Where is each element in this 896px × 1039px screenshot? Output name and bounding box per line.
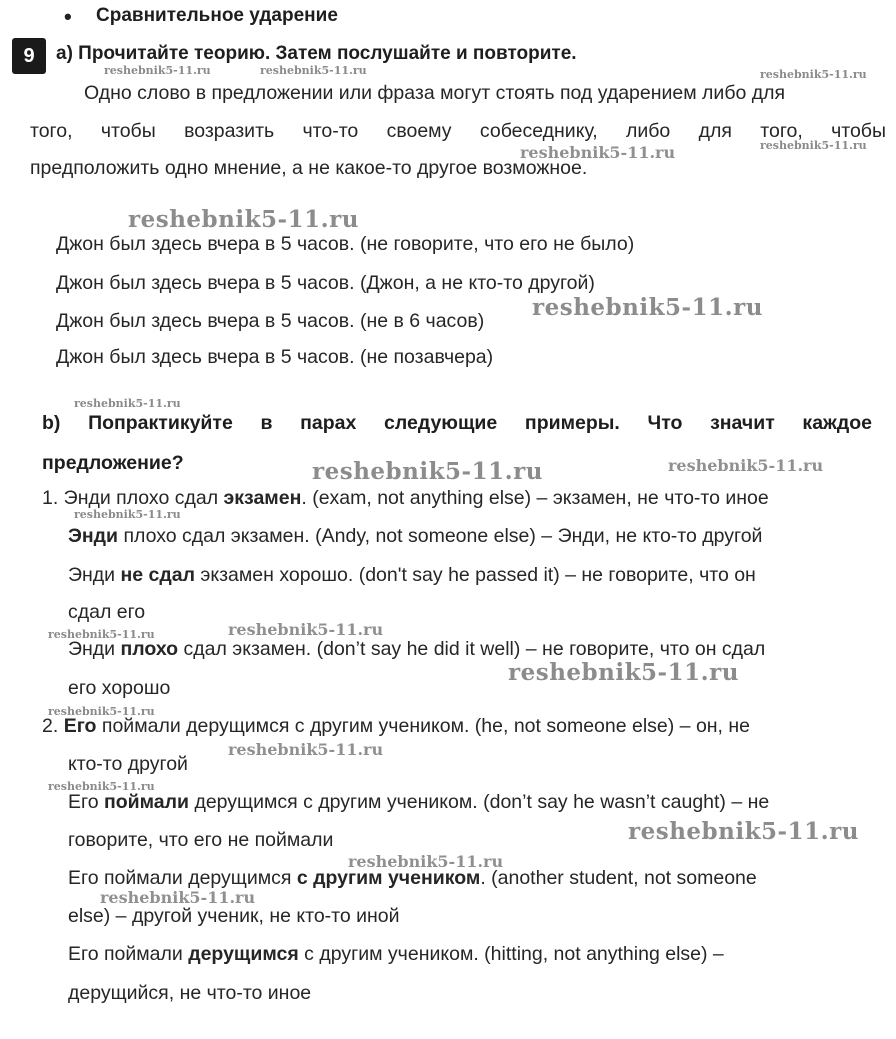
watermark: reshebnik5-11.ru [668, 456, 824, 475]
item-1-line: Энди плохо сдал экзамен. (don’t say he did it well) – не говорите, что он сдал [68, 638, 766, 660]
item-2-line: Его поймали дерущимся с другим учеником. (hitting, not anything else) – [68, 943, 724, 965]
watermark: reshebnik5-11.ru [628, 818, 859, 845]
item-2-line: Его поймали дерущимся с другим учеником. (another student, not someone [68, 867, 757, 889]
item-1-line: Энди не сдал экзамен хорошо. (don't say he passed it) – не говорите, что он [68, 564, 756, 586]
item-2-line: дерущийся, не что-то иное [68, 982, 312, 1004]
watermark: reshebnik5-11.ru [74, 508, 181, 521]
item-2-line: Его поймали дерущимся с другим учеником. (don’t say he wasn’t caught) – не [68, 791, 770, 813]
watermark: reshebnik5-11.ru [74, 397, 181, 410]
part-b-heading: b) Попрактикуйте в парах следующие примеры. Что значит каждое [42, 412, 872, 434]
bullet-icon: • [64, 4, 72, 29]
watermark: reshebnik5-11.ru [312, 458, 543, 485]
part-b-heading-cont: предложение? [42, 452, 184, 474]
watermark: reshebnik5-11.ru [228, 620, 384, 639]
example-sentence: Джон был здесь вчера в 5 часов. (Джон, а не кто-то другой) [56, 272, 595, 294]
theory-line: того, чтобы возразить что-то своему собеседнику, либо для того, чтобы [30, 120, 886, 142]
item-2-line: кто-то другой [68, 753, 188, 775]
watermark: reshebnik5-11.ru [348, 852, 504, 871]
watermark: reshebnik5-11.ru [48, 628, 155, 641]
exercise-number-badge: 9 [12, 38, 46, 74]
watermark: reshebnik5-11.ru [48, 780, 155, 793]
item-1-line: сдал его [68, 601, 146, 623]
watermark: reshebnik5-11.ru [104, 64, 211, 77]
watermark: reshebnik5-11.ru [520, 143, 676, 162]
watermark: reshebnik5-11.ru [128, 206, 359, 233]
watermark: reshebnik5-11.ru [760, 68, 867, 81]
watermark: reshebnik5-11.ru [508, 659, 739, 686]
item-2-line: говорите, что его не поймали [68, 829, 334, 851]
item-1-line: Энди плохо сдал экзамен. (Andy, not someone else) – Энди, не кто-то другой [68, 525, 763, 547]
watermark: reshebnik5-11.ru [760, 139, 867, 152]
item-1-line: 1. Энди плохо сдал экзамен. (exam, not anything else) – экзамен, не что-то иное [42, 487, 769, 509]
watermark: reshebnik5-11.ru [228, 740, 384, 759]
example-sentence: Джон был здесь вчера в 5 часов. (не позавчера) [56, 346, 494, 368]
item-1-line: его хорошо [68, 677, 171, 699]
theory-line: предположить одно мнение, а не какое-то другое возможное. [30, 157, 588, 179]
watermark: reshebnik5-11.ru [48, 705, 155, 718]
theory-line: Одно слово в предложении или фраза могут стоять под ударением либо для [84, 82, 786, 104]
watermark: reshebnik5-11.ru [532, 294, 763, 321]
example-sentence: Джон был здесь вчера в 5 часов. (не говорите, что его не было) [56, 233, 635, 255]
watermark: reshebnik5-11.ru [100, 888, 256, 907]
watermark: reshebnik5-11.ru [260, 64, 367, 77]
part-a-heading: a) Прочитайте теорию. Затем послушайте и повторите. [56, 43, 577, 64]
item-2-line: else) – другой ученик, не кто-то иной [68, 905, 400, 927]
item-2-line: 2. Его поймали дерущимся с другим учеником. (he, not someone else) – он, не [42, 715, 751, 737]
section-title: Сравнительное ударение [96, 5, 338, 26]
example-sentence: Джон был здесь вчера в 5 часов. (не в 6 часов) [56, 310, 485, 332]
